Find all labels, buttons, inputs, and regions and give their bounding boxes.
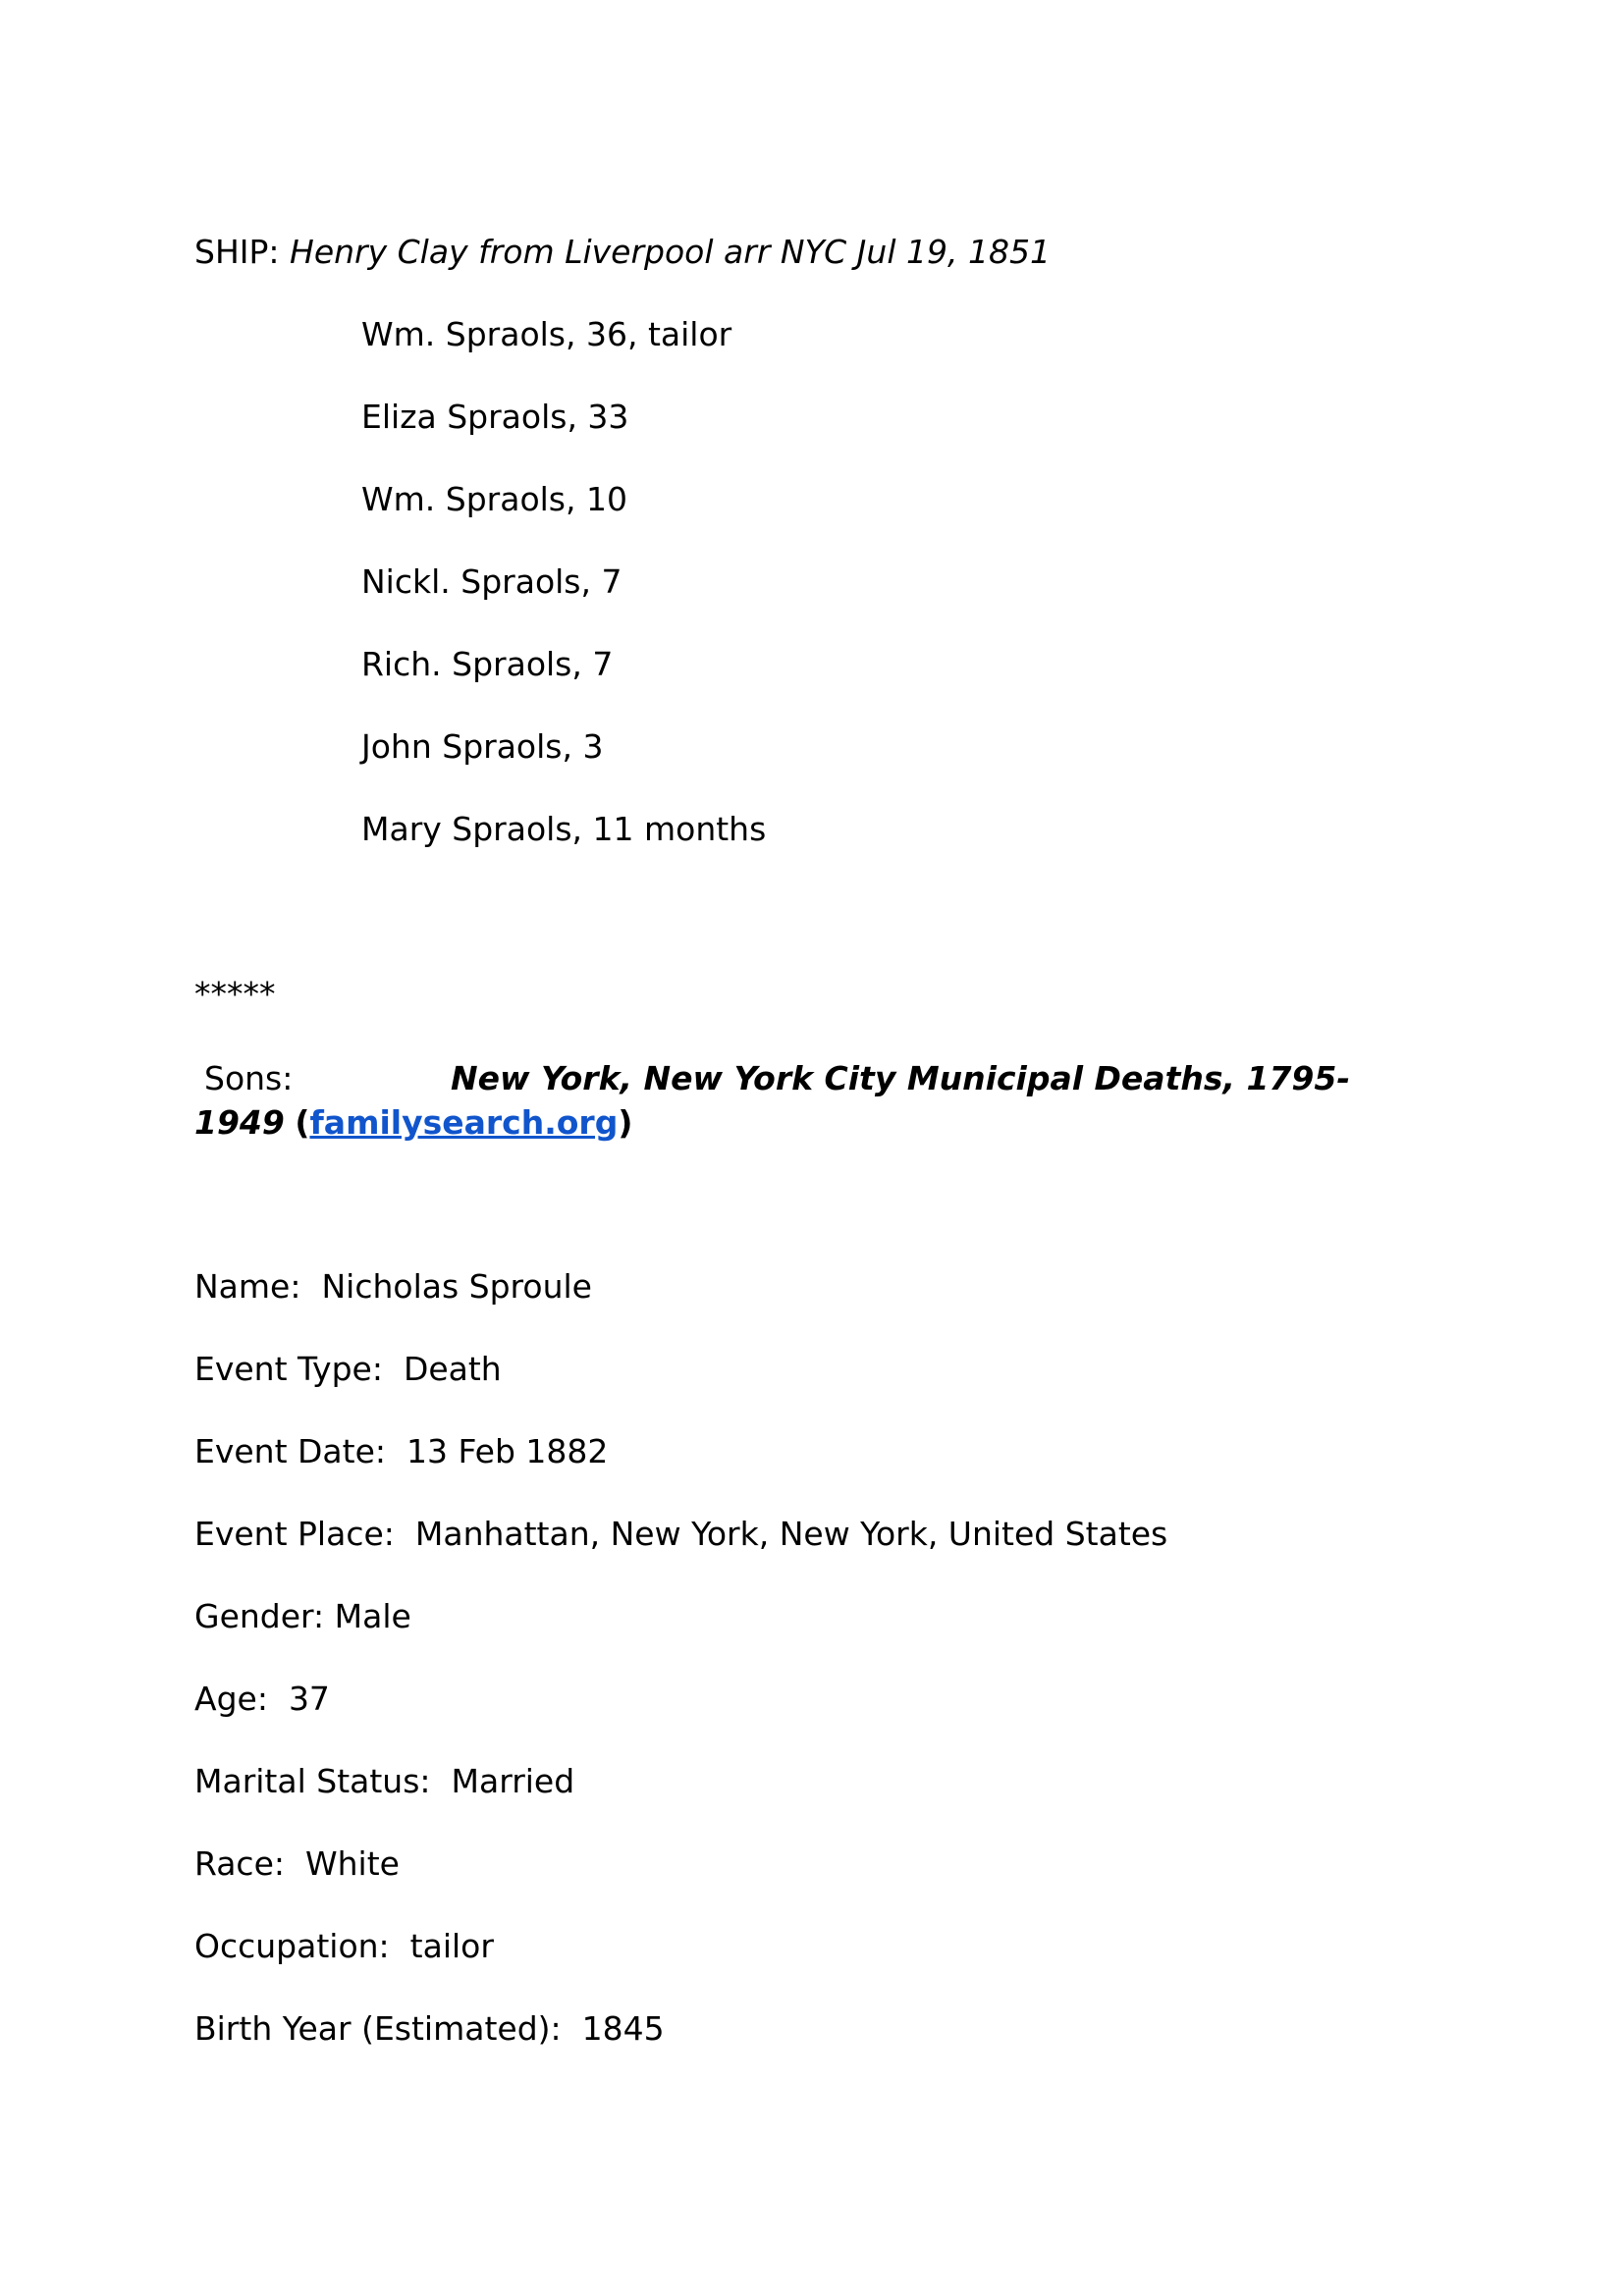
record-field — [194, 1680, 330, 1718]
record-value: 1845 — [581, 2009, 665, 2048]
passenger-line: Nickl. Spraols, 7 — [361, 562, 622, 601]
paren-close: ) — [618, 1103, 633, 1142]
source-title-part2: 1949 — [194, 1103, 285, 1142]
source-title-line2 — [194, 1103, 633, 1142]
record-value: Married — [451, 1762, 575, 1800]
record-label: Occupation: — [194, 1927, 390, 1965]
record-label: Name: — [194, 1267, 301, 1306]
record-value: White — [304, 1844, 400, 1883]
record-field — [194, 1267, 592, 1306]
record-label: Marital Status: — [194, 1762, 431, 1800]
paren-open: ( — [295, 1103, 310, 1142]
passenger-line: Wm. Spraols, 10 — [361, 480, 627, 518]
record-value: Male — [334, 1597, 411, 1635]
record-field — [194, 1927, 494, 1965]
passenger-line: Eliza Spraols, 33 — [361, 398, 629, 436]
record-label: Race: — [194, 1844, 285, 1883]
ship-line — [194, 233, 1051, 271]
passenger-line: Mary Spraols, 11 months — [361, 810, 767, 848]
record-field — [194, 1350, 502, 1388]
passenger-line: Rich. Spraols, 7 — [361, 645, 614, 683]
record-label: Gender: — [194, 1597, 325, 1635]
record-field — [194, 1515, 1168, 1553]
record-field — [194, 1762, 575, 1800]
record-value: Nicholas Sproule — [321, 1267, 592, 1306]
passenger-line: Wm. Spraols, 36, tailor — [361, 315, 732, 353]
record-label: Event Type: — [194, 1350, 383, 1388]
record-field — [194, 1597, 411, 1635]
source-title-part1: New York, New York City Municipal Deaths, 1795- — [451, 1059, 1351, 1097]
record-value: 37 — [288, 1680, 330, 1718]
separator: ***** — [194, 975, 276, 1013]
record-value: 13 Feb 1882 — [406, 1432, 609, 1470]
record-label: Birth Year (Estimated): — [194, 2009, 562, 2048]
record-field — [194, 2009, 665, 2048]
ship-label: SHIP: — [194, 233, 280, 271]
familysearch-link[interactable]: familysearch.org — [309, 1103, 619, 1142]
record-label: Event Date: — [194, 1432, 387, 1470]
record-label: Event Place: — [194, 1515, 395, 1553]
record-field — [194, 1432, 609, 1470]
record-value: tailor — [409, 1927, 494, 1965]
passenger-line: John Spraols, 3 — [361, 727, 604, 766]
record-field — [194, 1844, 400, 1883]
record-label: Age: — [194, 1680, 268, 1718]
sons-label: Sons: — [204, 1059, 294, 1097]
record-value: Death — [403, 1350, 502, 1388]
ship-detail: Henry Clay from Liverpool arr NYC Jul 19, 1851 — [290, 233, 1051, 271]
record-value: Manhattan, New York, New York, United States — [414, 1515, 1168, 1553]
